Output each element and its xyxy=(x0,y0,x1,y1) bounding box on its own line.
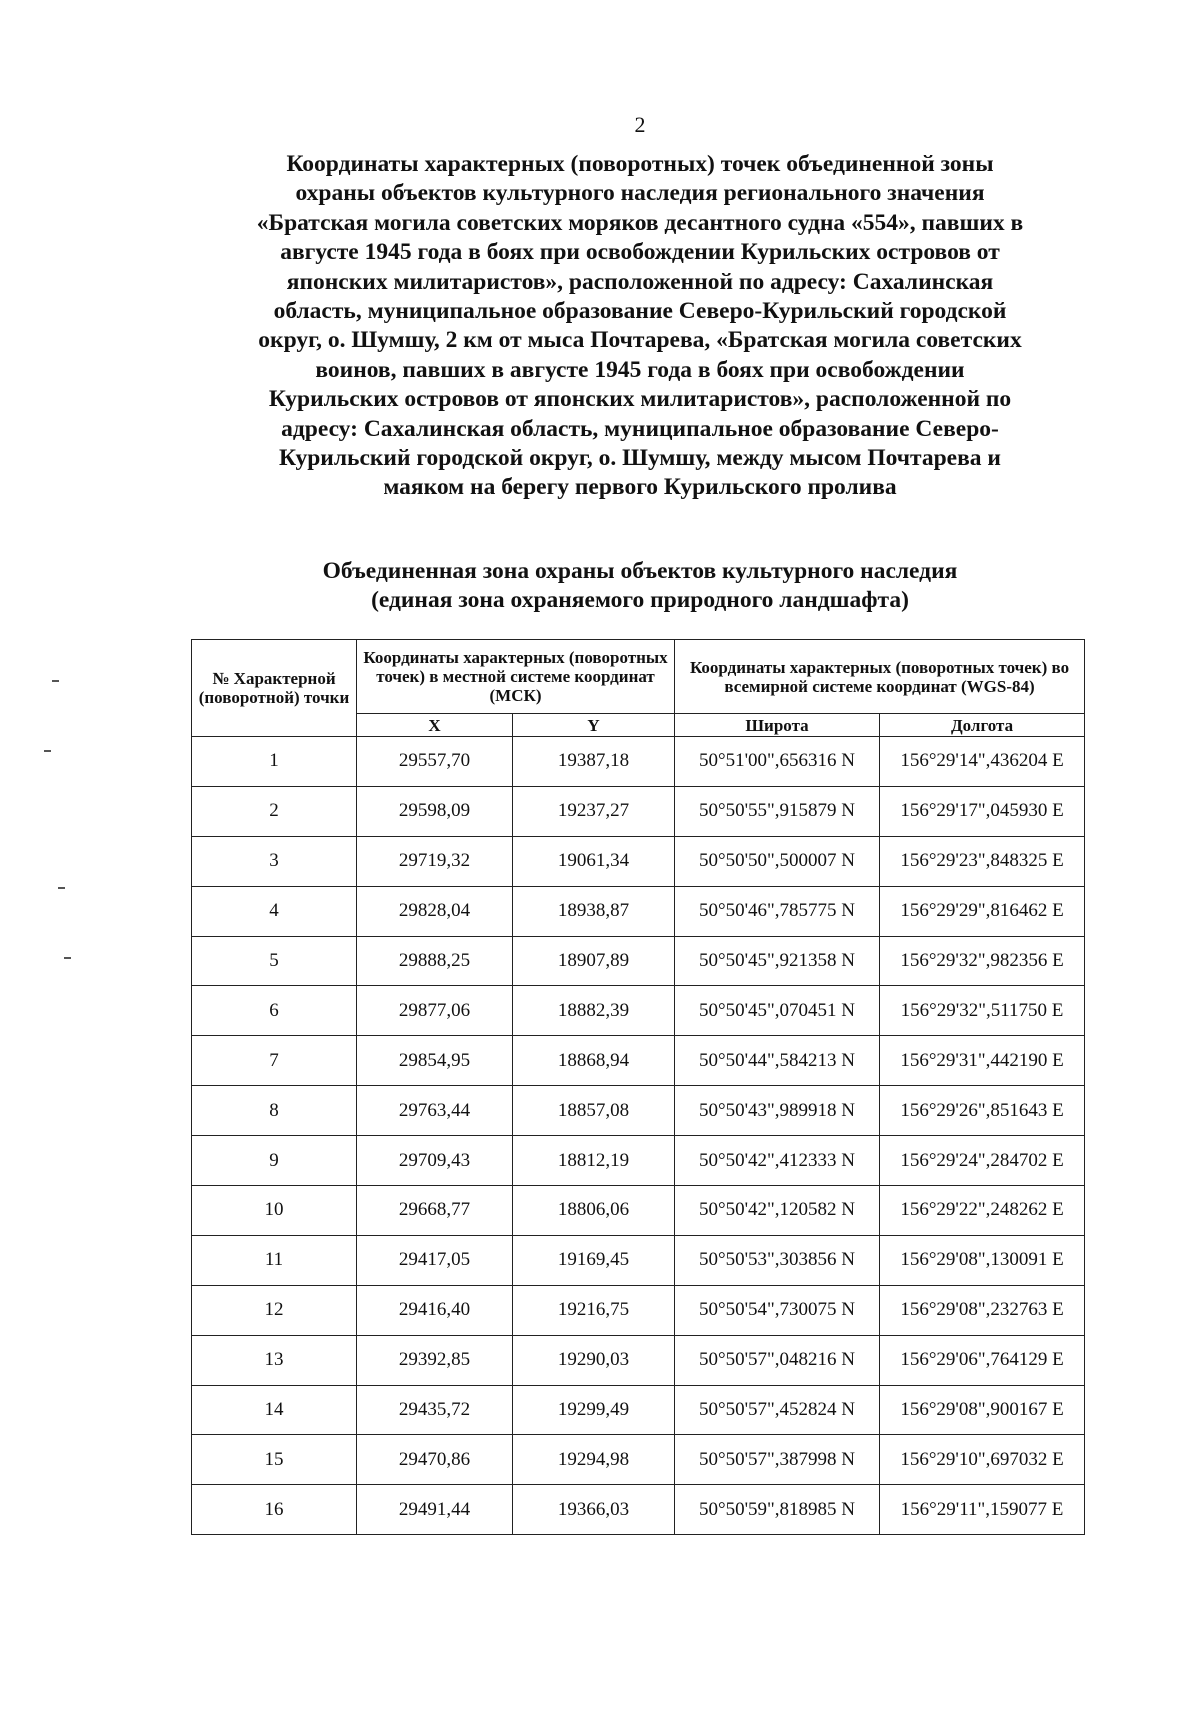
header-point-number: № Характерной (поворотной) точки xyxy=(192,640,357,737)
cell-longitude: 156°29'26",851643 E xyxy=(880,1086,1085,1136)
cell-latitude: 50°50'43",989918 N xyxy=(675,1086,880,1136)
cell-y: 19061,34 xyxy=(513,836,675,886)
cell-x: 29854,95 xyxy=(357,1036,513,1086)
title-line: область, муниципальное образование Северо-Курильский городской xyxy=(273,298,1007,325)
cell-x: 29888,25 xyxy=(357,936,513,986)
title-line: августе 1945 года в боях при освобождении Курильских островов от xyxy=(280,239,1000,266)
cell-longitude: 156°29'08",232763 E xyxy=(880,1285,1085,1335)
cell-latitude: 50°50'46",785775 N xyxy=(675,886,880,936)
cell-y: 19294,98 xyxy=(513,1435,675,1485)
cell-point-number: 12 xyxy=(192,1285,357,1335)
cell-x: 29668,77 xyxy=(357,1186,513,1236)
title-line: Координаты характерных (поворотных) точек объединенной зоны xyxy=(286,151,994,177)
cell-point-number: 9 xyxy=(192,1136,357,1186)
cell-latitude: 50°50'44",584213 N xyxy=(675,1036,880,1086)
header-latitude: Широта xyxy=(675,714,880,737)
cell-point-number: 16 xyxy=(192,1485,357,1535)
table-row xyxy=(192,1235,1085,1285)
cell-latitude: 50°50'42",120582 N xyxy=(675,1186,880,1236)
cell-point-number: 14 xyxy=(192,1385,357,1435)
cell-latitude: 50°50'59",818985 N xyxy=(675,1485,880,1535)
cell-latitude: 50°50'54",730075 N xyxy=(675,1285,880,1335)
cell-x: 29416,40 xyxy=(357,1285,513,1335)
cell-y: 19216,75 xyxy=(513,1285,675,1335)
cell-point-number: 13 xyxy=(192,1335,357,1385)
cell-x: 29435,72 xyxy=(357,1385,513,1435)
scan-mark xyxy=(64,957,71,959)
cell-y: 18868,94 xyxy=(513,1036,675,1086)
cell-longitude: 156°29'23",848325 E xyxy=(880,836,1085,886)
cell-point-number: 7 xyxy=(192,1036,357,1086)
page-number: 2 xyxy=(634,112,646,137)
cell-latitude: 50°50'57",048216 N xyxy=(675,1335,880,1385)
cell-point-number: 6 xyxy=(192,986,357,1036)
cell-latitude: 50°50'42",412333 N xyxy=(675,1136,880,1186)
cell-point-number: 15 xyxy=(192,1435,357,1485)
cell-x: 29557,70 xyxy=(357,737,513,787)
cell-longitude: 156°29'32",511750 E xyxy=(880,986,1085,1036)
cell-latitude: 50°50'53",303856 N xyxy=(675,1235,880,1285)
table-row xyxy=(192,936,1085,986)
table-row xyxy=(192,1335,1085,1385)
table-row xyxy=(192,886,1085,936)
coordinates-table xyxy=(191,639,1085,1535)
header-wgs-group: Координаты характерных (поворотных точек) во всемирной системе координат (WGS-84) xyxy=(675,640,1085,714)
table-row xyxy=(192,986,1085,1036)
table-row xyxy=(192,786,1085,836)
cell-y: 18857,08 xyxy=(513,1086,675,1136)
cell-point-number: 11 xyxy=(192,1235,357,1285)
title-line: «Братская могила советских моряков десантного судна «554», павших в xyxy=(256,209,1024,236)
cell-x: 29877,06 xyxy=(357,986,513,1036)
table-row xyxy=(192,1036,1085,1086)
title-line: маяком на берегу первого Курильского пролива xyxy=(383,474,897,501)
cell-y: 19366,03 xyxy=(513,1485,675,1535)
table-row xyxy=(192,737,1085,787)
table-row xyxy=(192,1435,1085,1485)
cell-y: 18812,19 xyxy=(513,1136,675,1186)
cell-longitude: 156°29'10",697032 E xyxy=(880,1435,1085,1485)
cell-longitude: 156°29'31",442190 E xyxy=(880,1036,1085,1086)
cell-x: 29719,32 xyxy=(357,836,513,886)
cell-latitude: 50°50'45",070451 N xyxy=(675,986,880,1036)
table-row xyxy=(192,1086,1085,1136)
table-subtitle xyxy=(190,557,1090,616)
subtitle-line: Объединенная зона охраны объектов культурного наследия xyxy=(322,558,958,584)
scan-mark xyxy=(58,887,65,889)
table-row xyxy=(192,1136,1085,1186)
cell-latitude: 50°50'45",921358 N xyxy=(675,936,880,986)
cell-latitude: 50°50'57",452824 N xyxy=(675,1385,880,1435)
cell-point-number: 3 xyxy=(192,836,357,886)
header-y: Y xyxy=(513,714,675,737)
cell-y: 19169,45 xyxy=(513,1235,675,1285)
cell-longitude: 156°29'24",284702 E xyxy=(880,1136,1085,1186)
table-row xyxy=(192,1385,1085,1435)
cell-y: 19387,18 xyxy=(513,737,675,787)
title-line: адресу: Сахалинская область, муниципальное образование Северо- xyxy=(281,415,999,442)
cell-longitude: 156°29'32",982356 E xyxy=(880,936,1085,986)
subtitle-line: (единая зона охраняемого природного ландшафта) xyxy=(371,587,909,614)
cell-point-number: 5 xyxy=(192,936,357,986)
title-line: воинов, павших в августе 1945 года в боях при освобождении xyxy=(315,356,965,383)
cell-x: 29470,86 xyxy=(357,1435,513,1485)
cell-longitude: 156°29'08",900167 E xyxy=(880,1385,1085,1435)
table-row xyxy=(192,1186,1085,1236)
cell-y: 19299,49 xyxy=(513,1385,675,1435)
cell-latitude: 50°50'50",500007 N xyxy=(675,836,880,886)
cell-longitude: 156°29'06",764129 E xyxy=(880,1335,1085,1385)
cell-latitude: 50°50'55",915879 N xyxy=(675,786,880,836)
cell-x: 29763,44 xyxy=(357,1086,513,1136)
cell-y: 18938,87 xyxy=(513,886,675,936)
cell-point-number: 1 xyxy=(192,737,357,787)
header-msk-group: Координаты характерных (поворотных точек) в местной системе координат (МСК) xyxy=(357,640,675,714)
cell-y: 18806,06 xyxy=(513,1186,675,1236)
title-line: японских милитаристов», расположенной по адресу: Сахалинская xyxy=(286,268,994,295)
table-row xyxy=(192,1285,1085,1335)
cell-y: 18907,89 xyxy=(513,936,675,986)
cell-x: 29709,43 xyxy=(357,1136,513,1186)
cell-y: 19237,27 xyxy=(513,786,675,836)
title-line: Курильский городской округ, о. Шумшу, между мысом Почтарева и xyxy=(279,445,1001,472)
cell-longitude: 156°29'11",159077 E xyxy=(880,1485,1085,1535)
title-line: округ, о. Шумшу, 2 км от мыса Почтарева, «Братская могила советских xyxy=(258,327,1022,354)
cell-x: 29491,44 xyxy=(357,1485,513,1535)
cell-longitude: 156°29'14",436204 E xyxy=(880,737,1085,787)
cell-x: 29392,85 xyxy=(357,1335,513,1385)
cell-latitude: 50°51'00",656316 N xyxy=(675,737,880,787)
cell-x: 29598,09 xyxy=(357,786,513,836)
title-line: Курильских островов от японских милитаристов», расположенной по xyxy=(268,386,1012,413)
cell-y: 19290,03 xyxy=(513,1335,675,1385)
cell-point-number: 10 xyxy=(192,1186,357,1236)
table-row xyxy=(192,1485,1085,1535)
cell-x: 29417,05 xyxy=(357,1235,513,1285)
cell-point-number: 8 xyxy=(192,1086,357,1136)
cell-longitude: 156°29'22",248262 E xyxy=(880,1186,1085,1236)
cell-longitude: 156°29'08",130091 E xyxy=(880,1235,1085,1285)
table-row xyxy=(192,836,1085,886)
cell-longitude: 156°29'29",816462 E xyxy=(880,886,1085,936)
table-body xyxy=(192,737,1085,1535)
title-line: охраны объектов культурного наследия регионального значения xyxy=(295,180,985,207)
cell-y: 18882,39 xyxy=(513,986,675,1036)
cell-point-number: 2 xyxy=(192,786,357,836)
document-title xyxy=(190,150,1090,503)
scan-mark xyxy=(44,750,51,752)
scan-mark xyxy=(52,680,59,682)
cell-x: 29828,04 xyxy=(357,886,513,936)
header-x: X xyxy=(357,714,513,737)
cell-latitude: 50°50'57",387998 N xyxy=(675,1435,880,1485)
header-longitude: Долгота xyxy=(880,714,1085,737)
cell-point-number: 4 xyxy=(192,886,357,936)
cell-longitude: 156°29'17",045930 E xyxy=(880,786,1085,836)
